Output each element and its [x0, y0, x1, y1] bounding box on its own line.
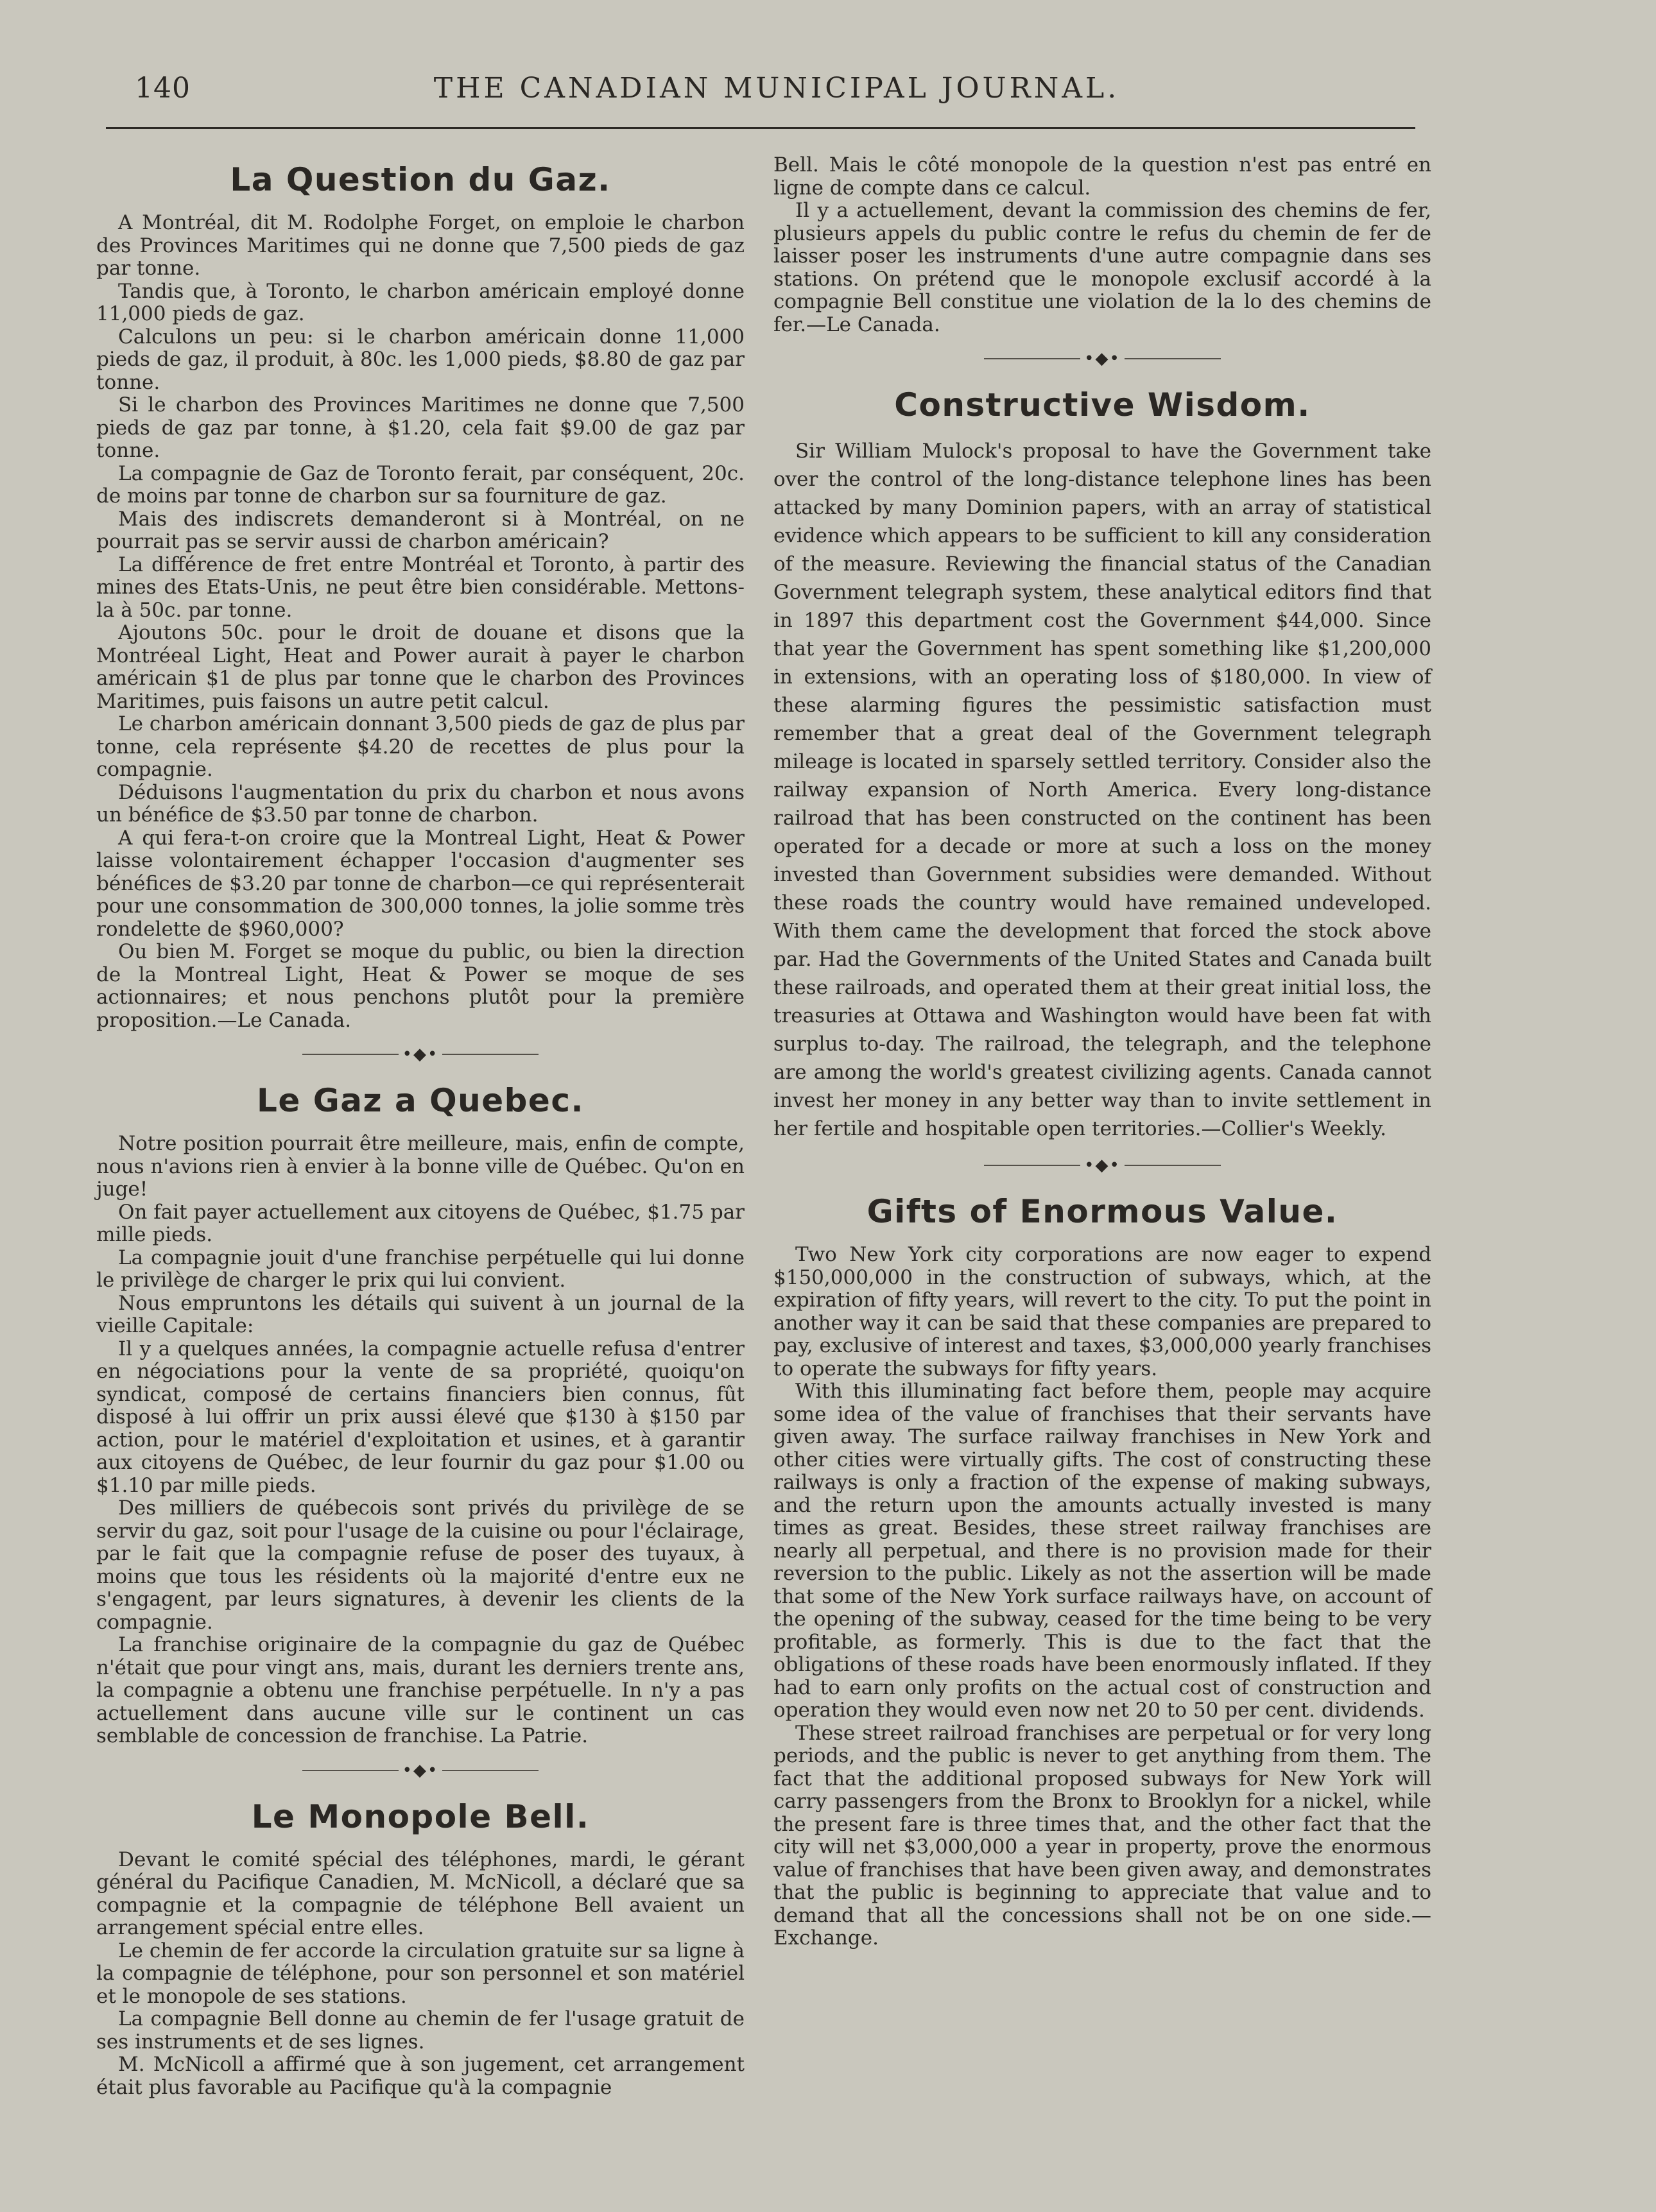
article-title: Le Monopole Bell.	[251, 1797, 590, 1835]
header-rule	[106, 127, 1415, 129]
article-gaz-montreal	[96, 160, 745, 1032]
paragraph: Nous empruntons les détails qui suivent à un journal de la vieille Capitale:	[96, 1291, 745, 1337]
divider-ornament: •◆•	[1084, 1156, 1121, 1175]
divider-line	[984, 358, 1080, 359]
paragraph: Bell. Mais le côté monopole de la question n'est pas entré en ligne de compte dans ce calcul.	[773, 153, 1431, 200]
divider-line	[442, 1054, 539, 1055]
divider-line	[1125, 358, 1221, 359]
article-constructive-wisdom	[773, 386, 1431, 1143]
article-title: Gifts of Enormous Value.	[867, 1193, 1338, 1230]
paragraph: Notre position pourrait être meilleure, mais, enfin de compte, nous n'avions rien à envier à la bonne ville de Québec. Qu'on en juge!	[96, 1132, 745, 1201]
paragraph: Il y a actuellement, devant la commission des chemins de fer, plusieurs appels du public contre le refus du chemin de fer de laisser poser les instruments d'une autre compagnie dans ses stations. On prétend que le monopole exclusif accordé à la compagnie Bell constitue une violation de la lo des chemins de fer.—Le Canada.	[773, 199, 1431, 336]
divider-line	[442, 1770, 539, 1771]
paragraph: Two New York city corporations are now eager to expend $150,000,000 in the construction of subways, which, at the expiration of fifty years, will revert to the city. To put the point in another way it can be said that these companies are prepared to pay, exclusive of interest and taxes, $3,000,000 yearly franchises to operate the subways for fifty years.	[773, 1243, 1431, 1380]
paragraph: On fait payer actuellement aux citoyens de Québec, $1.75 par mille pieds.	[96, 1200, 745, 1246]
article-monopole-bell-continued	[773, 154, 1431, 336]
paragraph: These street railroad franchises are perpetual or for very long periods, and the public is never to get anything from them. The fact that the additional proposed subways for New York will carry passengers from the Bronx to Brooklyn for a nickel, while the present fare is three times that, and the other fact that the city will net $3,000,000 a year in property, prove the enormous value of franchises that have been given away, and demonstrates that the public is beginning to appreciate that value and to demand that all the concessions shall not be on one side.—Exchange.	[773, 1721, 1431, 1950]
divider-line	[1125, 1165, 1221, 1166]
divider-ornament: •◆•	[402, 1045, 439, 1064]
paragraph: Si le charbon des Provinces Maritimes ne donne que 7,500 pieds de gaz par tonne, à $1.20, cela fait $9.00 de gaz par tonne.	[96, 393, 745, 462]
paragraph: La franchise originaire de la compagnie du gaz de Québec n'était que pour vingt ans, mais, durant les derniers trente ans, la compagnie a obtenu une franchise perpétuelle. In n'y a pas actuellement dans aucune ville sur le continent un cas semblable de concession de franchise. La Patrie.	[96, 1633, 745, 1747]
section-divider	[96, 1045, 745, 1063]
paragraph: Ou bien M. Forget se moque du public, ou bien la direction de la Montreal Light, Heat & Power se moque de ses actionnaires; et nous penchons plutôt pour la première proposition.—Le Canada.	[96, 940, 745, 1032]
section-divider	[773, 349, 1431, 368]
paragraph: A Montréal, dit M. Rodolphe Forget, on emploie le charbon des Provinces Maritimes qui ne donne que 7,500 pieds de gaz par tonne.	[96, 211, 745, 280]
paragraph: Devant le comité spécial des téléphones, mardi, le gérant général du Pacifique Canadien, M. McNicoll, a déclaré que sa compagnie et la compagnie de téléphone Bell avaient un arrangement spécial entre elles.	[96, 1848, 745, 1939]
right-column	[773, 154, 1431, 1950]
article-title: Constructive Wisdom.	[894, 386, 1311, 424]
paragraph: La compagnie de Gaz de Toronto ferait, par conséquent, 20c. de moins par tonne de charbon sur sa fourniture de gaz.	[96, 461, 745, 508]
page-number: 140	[135, 72, 191, 105]
paragraph: La différence de fret entre Montréal et Toronto, à partir des mines des Etats-Unis, ne peut être bien considérable. Mettons-la à 50c. par tonne.	[96, 553, 745, 622]
paragraph: Il y a quelques années, la compagnie actuelle refusa d'entrer en négociations pour la vente de sa propriété, quoiqu'on syndicat, composé de certains financiers bien connus, fût disposé à lui offrir un prix aussi élevé que $130 à $150 par action, pour le matériel d'exploitation et usines, et à garantir aux citoyens de Québec, de leur fournir du gaz pour $1.00 ou $1.10 par mille pieds.	[96, 1337, 745, 1497]
paragraph: M. McNicoll a affirmé que à son jugement, cet arrangement était plus favorable au Pacifique qu'à la compagnie	[96, 2053, 745, 2099]
paragraph: A qui fera-t-on croire que la Montreal Light, Heat & Power laisse volontairement échapper l'occasion d'augmenter ses bénéfices de $3.20 par tonne de charbon—ce qui représenterait pour une consommation de 300,000 tonnes, la jolie somme très rondelette de $960,000?	[96, 826, 745, 941]
paragraph: Tandis que, à Toronto, le charbon américain employé donne 11,000 pieds de gaz.	[96, 279, 745, 325]
paragraph: Calculons un peu: si le charbon américain donne 11,000 pieds de gaz, il produit, à 80c. les 1,000 pieds, $8.80 de gaz par tonne.	[96, 325, 745, 394]
running-head	[132, 72, 1422, 123]
section-divider	[96, 1761, 745, 1779]
section-divider	[773, 1156, 1431, 1174]
paragraph: Le chemin de fer accorde la circulation gratuite sur sa ligne à la compagnie de téléphone, pour son personnel et son matériel et le monopole de ses stations.	[96, 1939, 745, 2008]
divider-line	[302, 1054, 399, 1055]
left-column	[96, 154, 745, 2099]
paragraph: Des milliers de québecois sont privés du privilège de se servir du gaz, soit pour l'usage de la cuisine ou pour l'éclairage, par le fait que la compagnie refuse de poser des tuyaux, à moins que tous les résidents où la majorité d'entre eux ne s'engagent, par leurs signatures, à devenir les clients de la compagnie.	[96, 1496, 745, 1634]
journal-title: THE CANADIAN MUNICIPAL JOURNAL.	[433, 72, 1120, 105]
paragraph: La compagnie jouit d'une franchise perpétuelle qui lui donne le privilège de charger le prix qui lui convient.	[96, 1246, 745, 1292]
divider-ornament: •◆•	[1084, 349, 1121, 368]
article-title: Le Gaz a Quebec.	[257, 1082, 584, 1119]
paragraph: Mais des indiscrets demanderont si à Montréal, on ne pourrait pas se servir aussi de charbon américain?	[96, 507, 745, 553]
paragraph: With this illuminating fact before them, people may acquire some idea of the value of franchises that their servants have given away. The surface railway franchises in New York and other cities were virtually gifts. The cost of constructing these railways is only a fraction of the expense of making subways, and the return upon the amounts actually invested is many times as great. Besides, these street railway franchises are nearly all perpetual, and there is no provision made for their reversion to the public. Likely as not the assertion will be made that some of the New York surface railways have, on account of the opening of the subway, ceased for the time being to be very profitable, as formerly. This is due to the fact that the obligations of these roads have been enormously inflated. If they had to earn only profits on the actual cost of construction and operation they would even now net 20 to 50 per cent. dividends.	[773, 1380, 1431, 1722]
divider-line	[302, 1770, 399, 1771]
paragraph: Déduisons l'augmentation du prix du charbon et nous avons un bénéfice de $3.50 par tonne de charbon.	[96, 780, 745, 827]
article-gaz-quebec	[96, 1081, 745, 1748]
article-title: La Question du Gaz.	[230, 161, 611, 198]
article-monopole-bell	[96, 1797, 745, 2100]
article-gifts-of-enormous-value	[773, 1192, 1431, 1950]
paragraph: Ajoutons 50c. pour le droit de douane et disons que la Montréeal Light, Heat and Power aurait à payer le charbon américain $1 de plus par tonne que le charbon des Provinces Maritimes, puis faisons un autre petit calcul.	[96, 621, 745, 713]
divider-ornament: •◆•	[402, 1760, 439, 1780]
paragraph: Le charbon américain donnant 3,500 pieds de gaz de plus par tonne, cela représente $4.20 de recettes de plus pour la compagnie.	[96, 712, 745, 781]
divider-line	[984, 1165, 1080, 1166]
paragraph: La compagnie Bell donne au chemin de fer l'usage gratuit de ses instruments et de ses lignes.	[96, 2007, 745, 2053]
paragraph: Sir William Mulock's proposal to have the Government take over the control of the long-distance telephone lines has been attacked by many Dominion papers, with an array of statistical evidence which appears to be sufficient to kill any consideration of the measure. Reviewing the financial status of the Canadian Government telegraph system, these analytical editors find that in 1897 this department cost the Government $44,000. Since that year the Government has spent something like $1,200,000 in extensions, with an operating loss of $180,000. In view of these alarming figures the pessimistic satisfaction must remember that a great deal of the Government telegraph mileage is located in sparsely settled territory. Consider also the railway expansion of North America. Every long-distance railroad that has been constructed on the continent has been operated for a decade or more at such a loss on the money invested than Government subsidies were demanded. Without these roads the country would have remained undeveloped. With them came the development that forced the stock above par. Had the Governments of the United States and Canada built these railroads, and operated them at their great initial loss, the treasuries at Ottawa and Washington would have been fat with surplus to-day. The railroad, the telegraph, and the telephone are among the world's greatest civilizing agents. Canada cannot invest her money in any better way than to invite settlement in her fertile and hospitable open territories.—Collier's Weekly.	[773, 440, 1431, 1140]
